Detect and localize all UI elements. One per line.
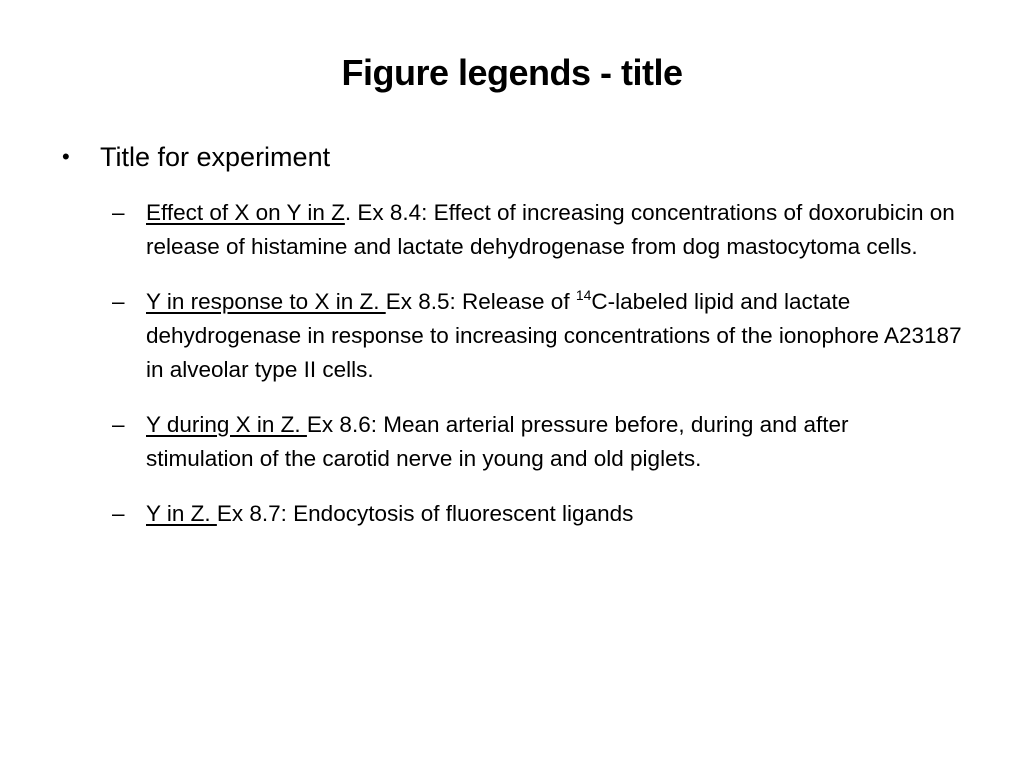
example-text: Ex 8.5: Release of bbox=[385, 289, 576, 314]
sub-bullet-item bbox=[112, 285, 962, 387]
dash-icon: – bbox=[112, 289, 125, 314]
sub-bullet-text bbox=[146, 285, 962, 387]
pattern-label: Effect of X on Y in Z bbox=[146, 200, 345, 225]
sub-bullet-item bbox=[112, 497, 962, 531]
sub-bullet-text bbox=[146, 497, 962, 531]
sub-bullet-item bbox=[112, 196, 962, 264]
sub-bullet-item bbox=[112, 408, 962, 476]
pattern-label: Y during X in Z. bbox=[146, 412, 307, 437]
bullet-text: Title for experiment bbox=[100, 142, 331, 172]
bullet-item bbox=[62, 140, 962, 174]
example-text: Ex 8.7: Endocytosis of fluorescent ligands bbox=[216, 501, 634, 526]
example-text-tail: C-labeled lipid and lactate dehydrogenase in response to increasing concentrations of the ionophore A23187 in alveolar type II cells. bbox=[146, 289, 962, 382]
slide-title: Figure legends - title bbox=[341, 52, 683, 93]
isotope-superscript: 14 bbox=[575, 287, 592, 303]
pattern-label: Y in Z. bbox=[146, 501, 217, 526]
dash-icon: – bbox=[112, 412, 125, 437]
pattern-label: Y in response to X in Z. bbox=[146, 289, 386, 314]
example-text: . Ex 8.4: Effect of increasing concentrations of doxorubicin on release of histamine and lactate dehydrogenase from dog mastocytoma cells. bbox=[146, 200, 955, 259]
sub-bullet-text bbox=[146, 196, 962, 264]
bullet-icon: • bbox=[62, 144, 70, 169]
sub-bullet-list bbox=[112, 196, 962, 531]
sub-bullet-text bbox=[146, 408, 962, 476]
dash-icon: – bbox=[112, 501, 125, 526]
dash-icon: – bbox=[112, 200, 125, 225]
example-text: Ex 8.6: Mean arterial pressure before, during and after stimulation of the carotid nerve in young and old piglets. bbox=[146, 412, 849, 471]
slide-body bbox=[62, 140, 962, 552]
